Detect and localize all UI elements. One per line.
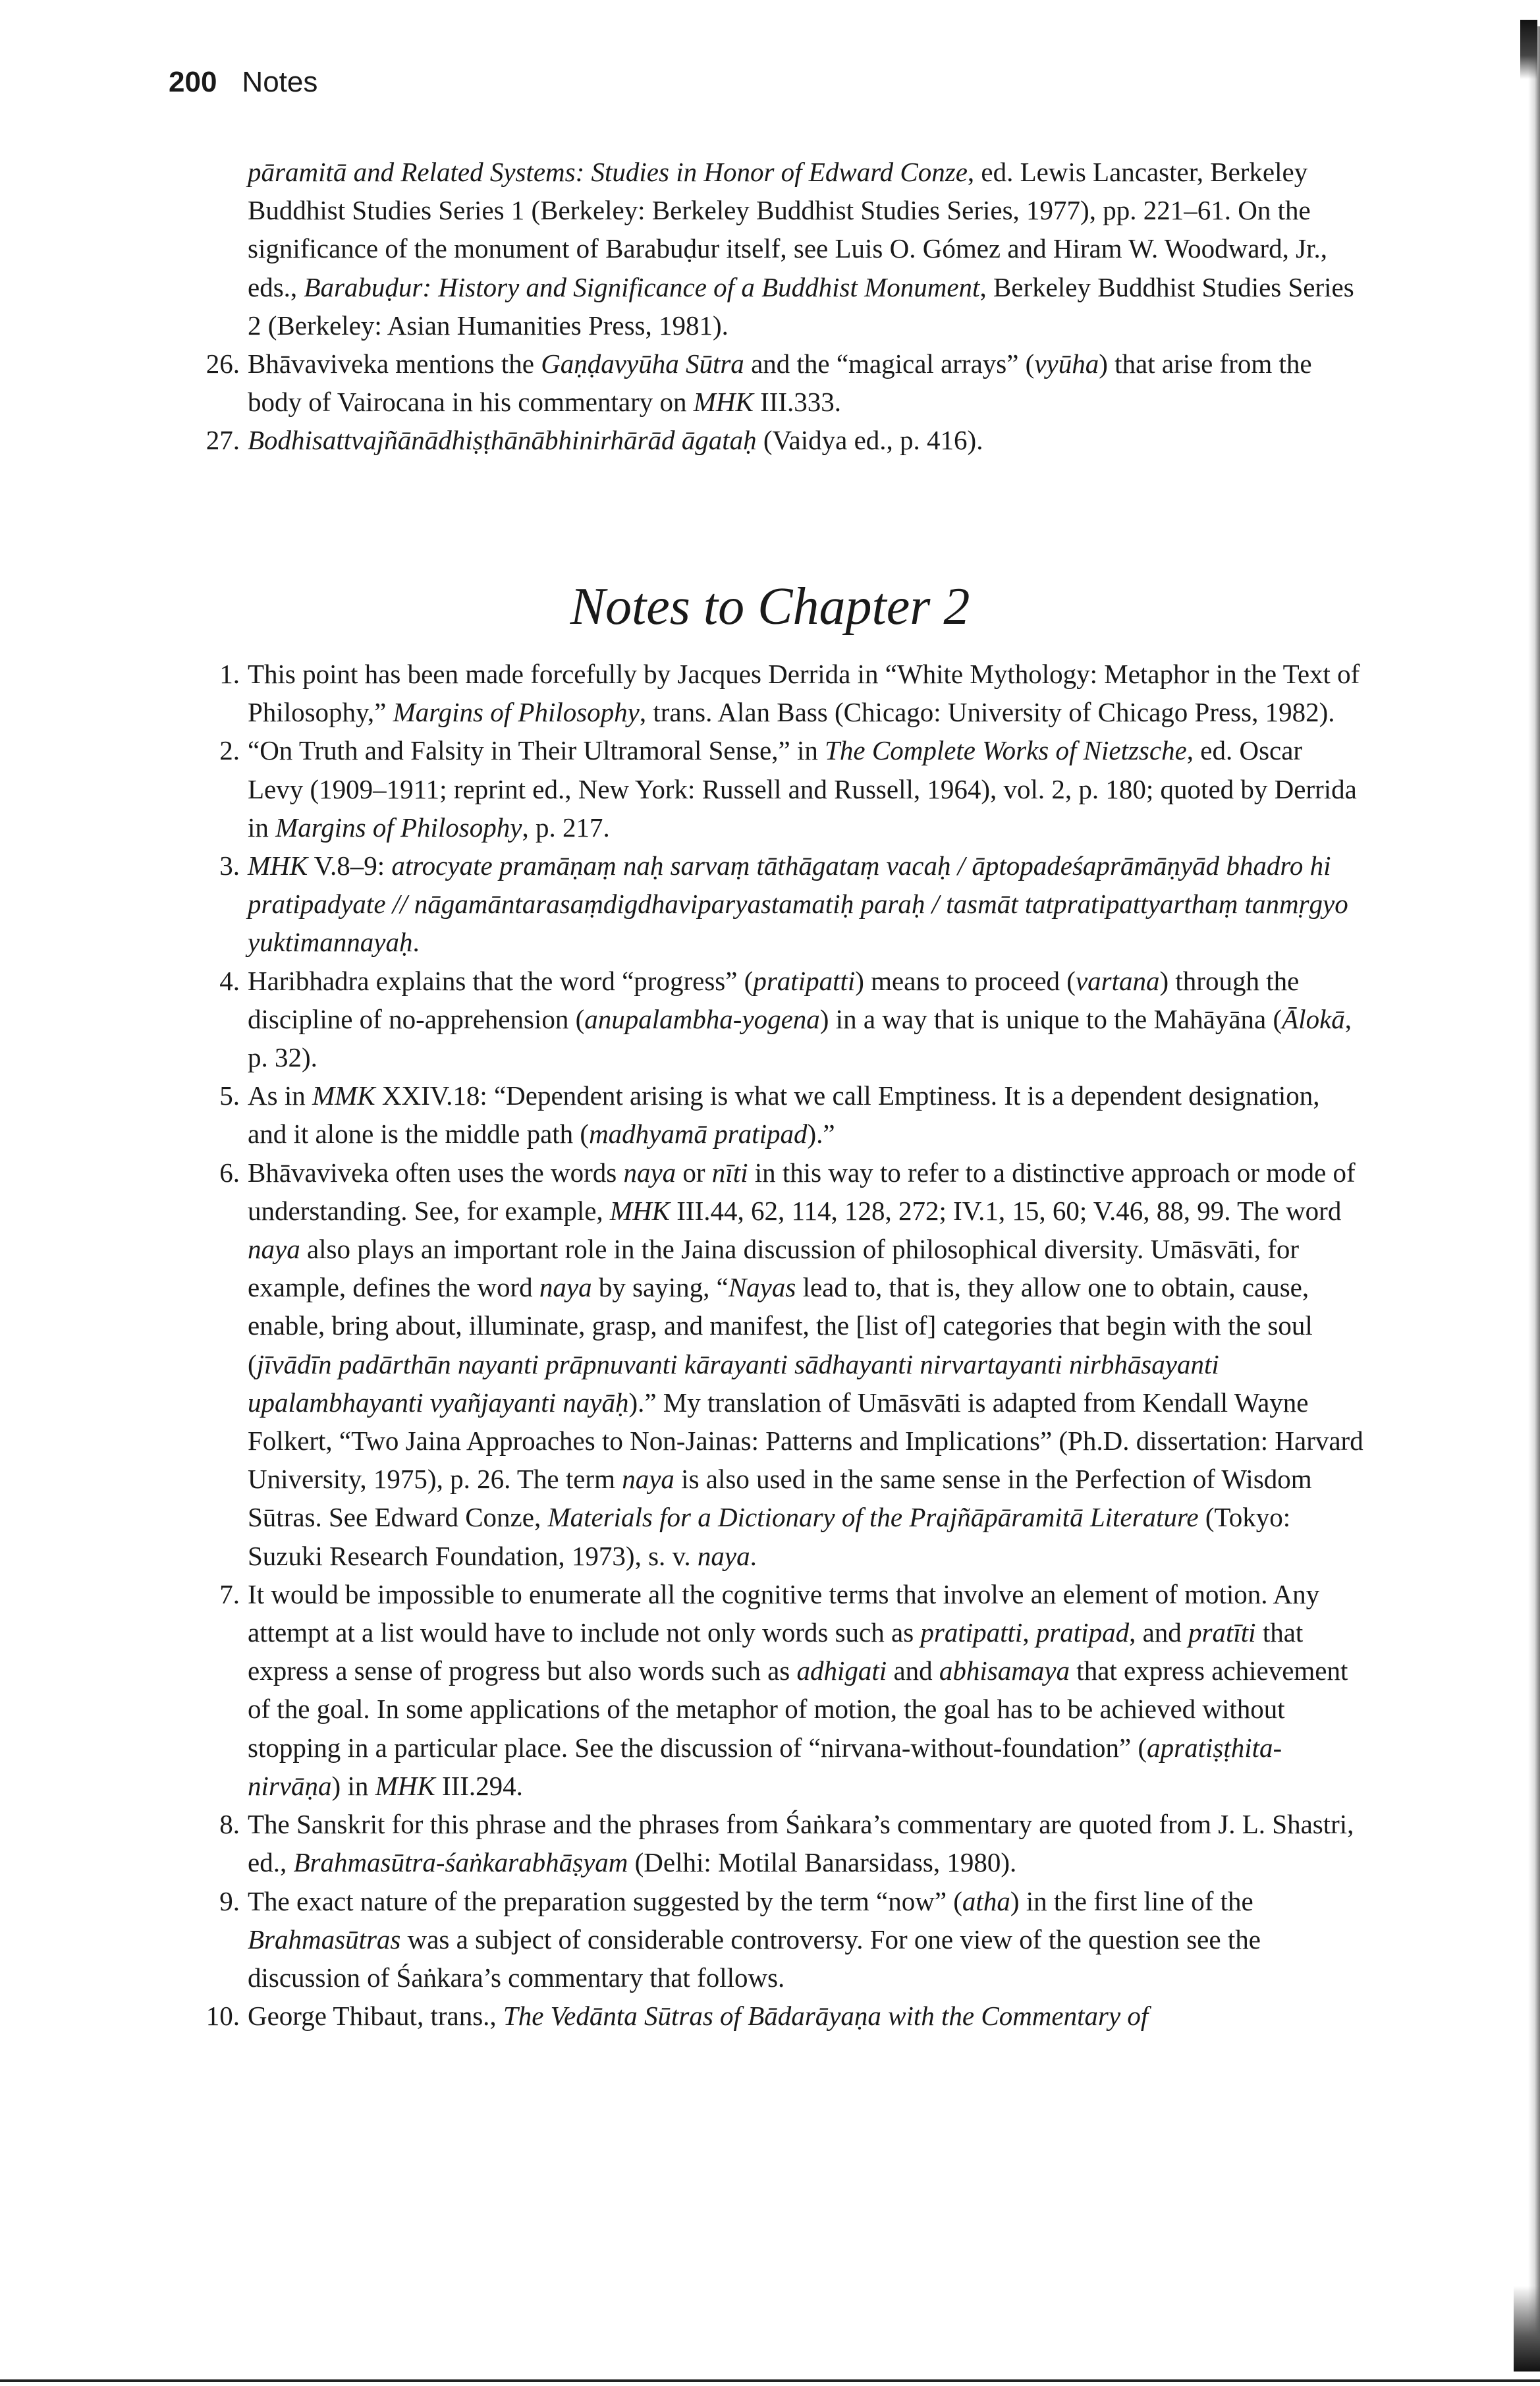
note-text: It would be impossible to enumerate all the cognitive terms that involve an element of motion. Any attempt at a list would have to include not only words such as pratipatti, pratipad, and pratīti that express a sense of progress but also words such as adhigati and abhisamaya that express achievement of the goal. In some applications of the metaphor of motion, the goal has to be achieved without stopping in a particular place. See the discussion of “nirvana-without-foundation” (apratiṣṭhita-nirvāṇa) in MHK III.294. [248,1578,1348,1801]
note-number: 10. [206,2001,240,2032]
note-number: 4. [219,965,240,996]
note-number: 7. [219,1578,240,1609]
note-text: The Sanskrit for this phrase and the phrases from Śaṅkara’s commentary are quoted from J. L. Shastri, ed., Brahmasūtra-śaṅkarabhāṣyam (Delhi: Motilal Banarsidass, 1980). [248,1809,1354,1878]
note-text: As in MMK XXIV.18: “Dependent arising is what we call Emptiness. It is a dependent designation, and it alone is the middle path (madhyamā pratipad).” [248,1080,1320,1150]
note-2 [198,731,1363,846]
chapter-notes-list [198,655,1363,2035]
running-title: Notes [242,66,318,98]
running-header [169,66,317,99]
note-number: 5. [219,1080,240,1111]
note-number: 27. [206,425,240,456]
note-text: MHK V.8–9: atrocyate pramāṇaṃ naḥ sarvaṃ tāthāgataṃ vacaḥ / āptopadeśaprāmāṇyād bhadro hi pratipadyate // nāgamāntarasaṃdigdhaviparyastamatiḥ paraḥ / tasmāt tatpratipattyarthaṃ tanmṛgyo yuktimannayaḥ. [248,850,1348,958]
intro-notes-list [198,345,1363,460]
note-number: 1. [219,659,240,689]
note-3 [198,846,1363,962]
note-number: 2. [219,735,240,766]
note-text: George Thibaut, trans., The Vedānta Sūtras of Bādarāyaṇa with the Commentary of [248,2001,1149,2032]
scan-mark-bottom [1514,2286,1540,2372]
note-7 [198,1575,1363,1805]
note-26 [198,345,1363,421]
note-text: “On Truth and Falsity in Their Ultramoral Sense,” in The Complete Works of Nietzsche, ed. Oscar Levy (1909–1911; reprint ed., New York: Russell and Russell, 1964), vol. 2, p. 180; quoted by Derrida in Margins of Philosophy, p. 217. [248,735,1357,843]
intro-notes [198,153,1363,460]
note-number: 8. [219,1809,240,1840]
chapter-notes [198,655,1363,2035]
note-text: The exact nature of the preparation suggested by the term “now” (atha) in the first line of the Brahmasūtras was a subject of considerable controversy. For one view of the question see the discussion of Śaṅkara’s commentary that follows. [248,1885,1261,1993]
note-text: Bodhisattvajñānādhiṣṭhānābhinirhārād āgataḥ (Vaidya ed., p. 416). [248,425,983,456]
note-6 [198,1153,1363,1575]
scan-page-edge [1528,26,1540,2345]
chapter-heading: Notes to Chapter 2 [570,578,970,636]
note-1 [198,655,1363,731]
bottom-rule [0,2379,1540,2382]
note-number: 9. [219,1885,240,1916]
note-number: 3. [219,850,240,881]
note-10 [198,1997,1363,2035]
page-number: 200 [169,66,217,98]
note-number: 6. [219,1157,240,1188]
note-9 [198,1882,1363,1997]
note-8 [198,1805,1363,1881]
note-continuation: pāramitā and Related Systems: Studies in Honor of Edward Conze, ed. Lewis Lancaster, Berkeley Buddhist Studies Series 1 (Berkeley: Berkeley Buddhist Studies Series, 1977), pp. 221–61. On the significance of the monument of Barabuḍur itself, see Luis O. Gómez and Hiram W. Woodward, Jr., eds., Barabuḍur: History and Significance of a Buddhist Monument, Berkeley Buddhist Studies Series 2 (Berkeley: Asian Humanities Press, 1981). [248,157,1354,341]
note-text: This point has been made forcefully by Jacques Derrida in “White Mythology: Metaphor in the Text of Philosophy,” Margins of Philosophy, trans. Alan Bass (Chicago: University of Chicago Press, 1982). [248,659,1360,728]
note-5 [198,1076,1363,1153]
note-text: Bhāvaviveka mentions the Gaṇḍavyūha Sūtra and the “magical arrays” (vyūha) that arise from the body of Vairocana in his commentary on MHK III.333. [248,348,1312,418]
note-text: Haribhadra explains that the word “progress” (pratipatti) means to proceed (vartana) through the discipline of no-apprehension (anupalambha-yogena) in a way that is unique to the Mahāyāna (Ālokā, p. 32). [248,965,1352,1073]
note-text: Bhāvaviveka often uses the words naya or nīti in this way to refer to a distinctive approach or mode of understanding. See, for example, MHK III.44, 62, 114, 128, 272; IV.1, 15, 60; V.46, 88, 99. The word naya also plays an important role in the Jaina discussion of philosophical diversity. Umāsvāti, for example, defines the word naya by saying, “Nayas lead to, that is, they allow one to obtain, cause, enable, bring about, illuminate, grasp, and manifest, the [list of] categories that begin with the soul (jīvādīn padārthān nayanti prāpnuvanti kārayanti sādhayanti nirvartayanti nirbhāsayanti upalambhayanti vyañjayanti nayāḥ).” My translation of Umāsvāti is adapted from Kendall Wayne Folkert, “Two Jaina Approaches to Non-Jainas: Patterns and Implications” (Ph.D. dissertation: Harvard University, 1975), p. 26. The term naya is also used in the same sense in the Perfection of Wisdom Sūtras. See Edward Conze, Materials for a Dictionary of the Prajñāpāramitā Literature (Tokyo: Suzuki Research Foundation, 1973), s. v. naya. [248,1157,1363,1571]
note-27 [198,421,1363,459]
scan-mark-top [1520,20,1537,79]
note-number: 26. [206,348,240,379]
note-4 [198,962,1363,1077]
